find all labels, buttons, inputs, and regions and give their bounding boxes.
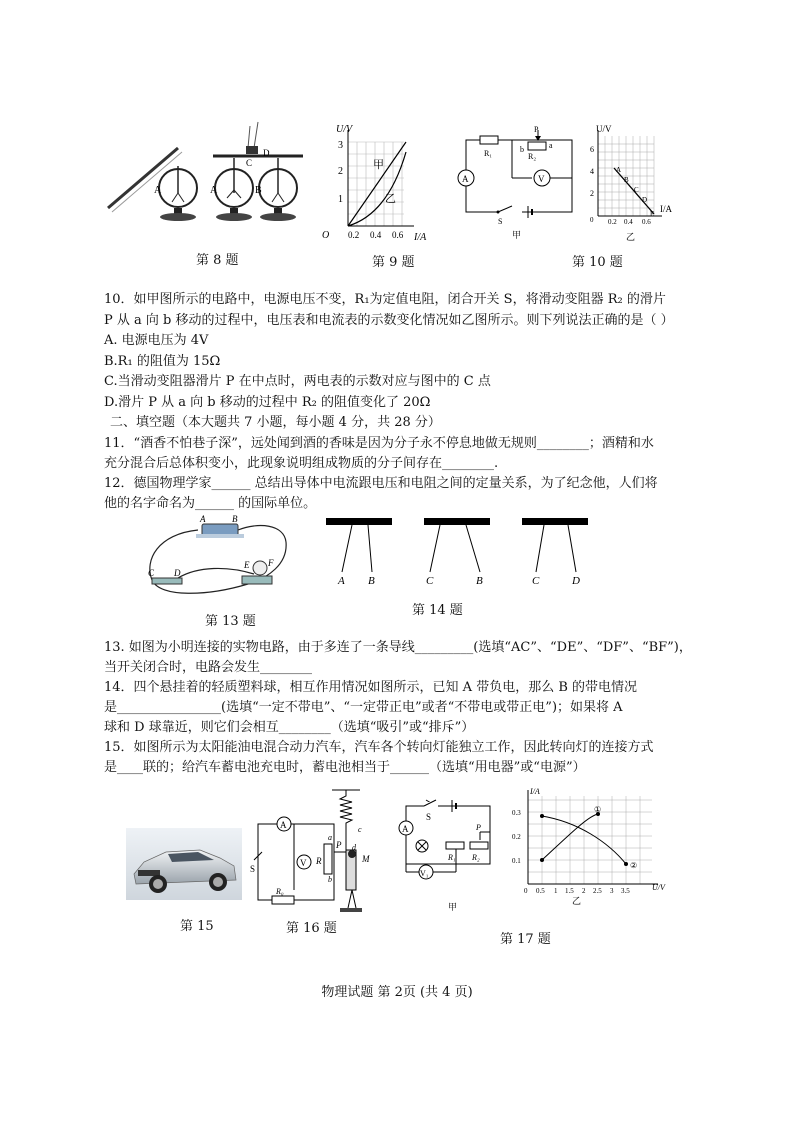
fig10g-point: B: [624, 176, 629, 184]
fig10g-xlabel: I/A: [660, 204, 672, 214]
fig17g-xtick: 1.5: [565, 887, 574, 895]
fig17g-xtick: 3.5: [621, 887, 630, 895]
fig10g-ytick: 2: [590, 189, 594, 198]
fig9-xtick: 0.6: [392, 230, 404, 240]
figure-8-electroscopes: [108, 118, 308, 238]
fig17-r2: R₂: [472, 853, 480, 862]
fig13-label-c: C: [148, 568, 155, 578]
fig10g-point: C: [634, 186, 639, 194]
fig8-label-b: B: [255, 185, 262, 196]
section-fill-in-title: 二、填空题（本大题共 7 小题，每小题 4 分，共 28 分）: [110, 415, 441, 430]
figure-13-circuit: [138, 514, 298, 604]
fig13-label-f: F: [268, 558, 274, 568]
fig17-r1: R₁: [448, 853, 456, 862]
fig14-caption: 第 14 题: [412, 603, 463, 618]
fig16-p: P: [336, 840, 342, 850]
fig16-r: R: [316, 856, 322, 866]
fig10-voltmeter: V: [538, 174, 545, 184]
figure-15-car-photo: [126, 828, 242, 900]
q10-stem-line1: 10．如甲图所示的电路中，电源电压不变，R₁为定值电阻，闭合开关 S，将滑动变阻器 R₂ 的滑片: [104, 292, 666, 307]
fig9-curve2-label: 乙: [385, 193, 396, 205]
q13-line2: 当开关闭合时，电路会发生________: [104, 660, 313, 675]
fig17g-marker-2: ②: [630, 861, 638, 870]
q10-option-d: D.滑片 P 从 a 向 b 移动的过程中 R₂ 的阻值变化了 20Ω: [104, 395, 431, 410]
q14-line2: 是________________(选填“一定不带电”、“一定带正电”或者“不带电或带正电”)；如果将 A: [104, 700, 623, 715]
fig10-r1: R₁: [484, 149, 493, 158]
fig17g-ytick: 0.2: [512, 833, 521, 841]
fig10g-ytick: 4: [590, 167, 594, 176]
fig14-ball-label: B: [368, 575, 375, 587]
fig16-b: b: [328, 875, 332, 884]
fig10g-xtick: 0.2: [608, 218, 617, 226]
fig17g-marker-1: ①: [594, 805, 602, 814]
figure-9-ui-graph: [318, 122, 428, 242]
fig17g-ytick: 0.1: [512, 857, 521, 865]
fig17-p: P: [476, 823, 481, 832]
fig9-xtick: 0.2: [348, 230, 360, 240]
fig16-a: a: [328, 833, 332, 842]
fig9-curve1-label: 甲: [373, 159, 384, 171]
fig14-ball-label: B: [476, 575, 483, 587]
fig16-caption: 第 16 题: [286, 921, 337, 936]
fig8-label-c: C: [246, 158, 253, 168]
fig15-caption: 第 15: [180, 919, 214, 934]
fig9-ylabel: U/V: [336, 124, 353, 135]
fig10g-ylabel: U/V: [596, 124, 612, 134]
fig8-label-a2: A: [210, 185, 218, 196]
q14-line1: 14．四个悬挂着的轻质塑料球，相互作用情况如图所示，已知 A 带负电，那么 B 的带电情况: [104, 680, 638, 695]
fig16-ammeter: A: [280, 820, 287, 830]
fig17g-xlabel: U/V: [652, 883, 665, 892]
fig9-xlabel: I/A: [414, 232, 427, 243]
q12-line1: 12．德国物理学家______ 总结出导体中电流跟电压和电阻之间的定量关系，为了纪念他，人们将: [104, 476, 658, 491]
fig13-label-b: B: [232, 514, 238, 524]
q11-line2: 充分混合后总体积变小，此现象说明组成物质的分子间存在________.: [104, 456, 499, 471]
fig10-ammeter: A: [462, 174, 469, 184]
fig17-ammeter: A: [402, 824, 409, 834]
fig17g-name: 乙: [572, 896, 582, 906]
fig10-caption: 第 10 题: [572, 255, 623, 270]
fig10-b: b: [520, 145, 524, 154]
figure-14-hanging-balls: [322, 516, 622, 588]
fig10g-xtick: 0.6: [642, 218, 651, 226]
fig17g-ytick: 0.3: [512, 809, 521, 817]
fig10g-xtick: 0: [590, 216, 594, 224]
fig10-switch: S: [498, 217, 503, 226]
fig16-c: c: [358, 825, 362, 834]
fig10g-point: A: [616, 166, 622, 174]
fig17g-xtick: 1: [554, 887, 558, 895]
fig8-caption: 第 8 题: [196, 253, 239, 268]
fig14-ball-label: A: [338, 575, 345, 587]
q15-line1: 15．如图所示为太阳能油电混合动力汽车，汽车各个转向灯能独立工作，因此转向灯的连接方式: [104, 740, 654, 755]
fig14-ball-label: C: [532, 575, 540, 587]
q14-line3: 球和 D 球靠近，则它们会相互________（选填“吸引”或“排斥”）: [104, 720, 475, 735]
fig16-s: S: [250, 864, 256, 874]
q15-line2: 是____联的；给汽车蓄电池充电时，蓄电池相当于______（选填“用电器”或“电源”）: [104, 760, 586, 775]
fig10g-point: E: [650, 210, 655, 218]
fig10g-point: D: [642, 196, 648, 204]
fig16-voltmeter: V: [300, 858, 307, 868]
fig17g-xtick: 3: [610, 887, 614, 895]
fig16-r0: R₀: [276, 887, 284, 896]
q13-line1: 13. 如图为小明连接的实物电路，由于多连了一条导线_________(选填“AC”、“DE”、“DF”、“BF”)，: [104, 640, 692, 655]
fig17-left-name: 甲: [448, 902, 458, 912]
fig17-v1: V₁: [420, 869, 429, 878]
q12-line2: 他的名字命名为______ 的国际单位。: [104, 496, 317, 511]
fig17g-ylabel: I/A: [530, 787, 540, 796]
fig17g-xtick: 2.5: [593, 887, 602, 895]
fig17g-xtick: 0.5: [536, 887, 545, 895]
fig9-ytick: 1: [338, 194, 343, 205]
fig17g-xtick: 2: [582, 887, 586, 895]
q10-option-a: A. 电源电压为 4V: [104, 333, 209, 348]
fig9-caption: 第 9 题: [372, 255, 415, 270]
fig10g-xtick: 0.4: [624, 218, 633, 226]
fig8-label-d: D: [263, 148, 270, 158]
figure-16-circuit: [250, 790, 380, 920]
figure-10-circuit: [458, 126, 578, 238]
fig16-m: M: [362, 854, 370, 864]
fig9-xtick: 0.4: [370, 230, 382, 240]
fig13-label-e: E: [244, 560, 250, 570]
fig9-origin: O: [322, 230, 330, 241]
fig10-r2: R₂: [528, 152, 537, 161]
figure-17-circuit: [396, 800, 500, 912]
fig17-s: S: [426, 812, 432, 822]
figure-10-graph: [584, 122, 684, 244]
fig13-label-d: D: [174, 568, 181, 578]
fig16-d: d: [352, 843, 356, 852]
fig13-label-a: A: [200, 514, 206, 524]
fig10g-ytick: 6: [590, 145, 594, 154]
q10-stem-line2: P 从 a 向 b 移动的过程中，电压表和电流表的示数变化情况如乙图所示。则下列说法正确的是（ ）: [104, 313, 674, 328]
q11-line1: 11．“酒香不怕巷子深”，远处闻到酒的香味是因为分子永不停息地做无规则________；酒精和水: [104, 436, 654, 451]
fig10-p: P: [534, 125, 539, 134]
fig10-a: a: [549, 141, 553, 150]
fig14-ball-label: D: [572, 575, 580, 587]
fig9-ytick: 2: [338, 166, 343, 177]
page-footer: 物理试题 第 2页 (共 4 页): [321, 985, 473, 1000]
fig17g-xtick: 0: [524, 887, 528, 895]
q10-option-c: C.当滑动变阻器滑片 P 在中点时，两电表的示数对应与图中的 C 点: [104, 374, 491, 389]
fig14-ball-label: C: [426, 575, 434, 587]
figure-17-graph: [508, 786, 668, 906]
fig10g-name: 乙: [626, 232, 636, 242]
fig17-caption: 第 17 题: [500, 932, 551, 947]
fig9-ytick: 3: [338, 140, 343, 151]
fig13-caption: 第 13 题: [205, 614, 256, 629]
fig10-left-name: 甲: [512, 230, 522, 240]
q10-option-b: B.R₁ 的阻值为 15Ω: [104, 354, 221, 369]
fig8-label-a1: A: [154, 185, 162, 196]
